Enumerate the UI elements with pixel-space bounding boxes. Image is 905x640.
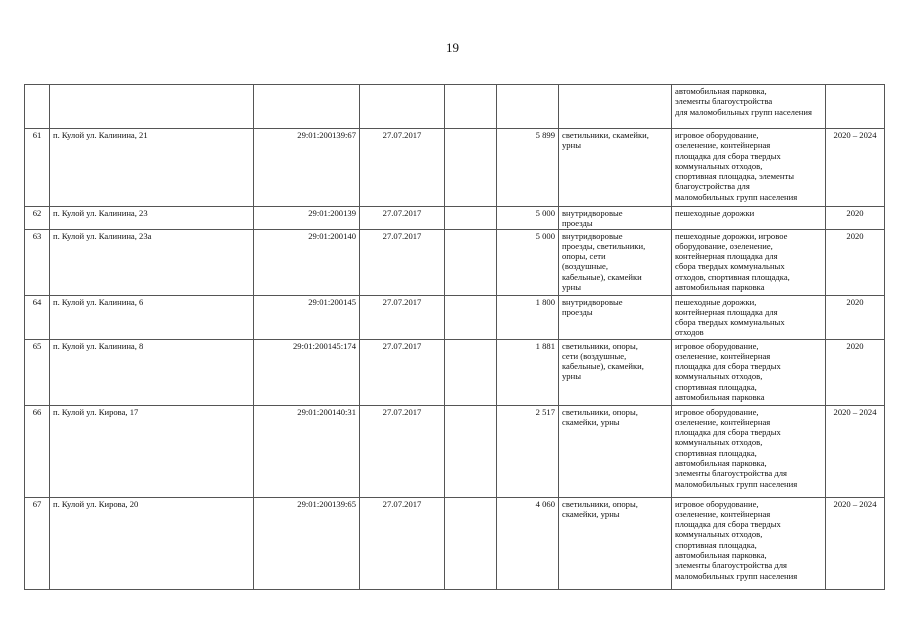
period-cell: 2020 [826, 339, 885, 405]
table-row [25, 129, 885, 207]
address-cell: п. Кулой ул. Калинина, 21 [50, 129, 254, 207]
cadastral-number-cell: 29:01:200139 [254, 207, 360, 230]
area-cell: 5 000 [497, 207, 559, 230]
table-row [25, 339, 885, 405]
empty-cell [445, 295, 497, 339]
row-number-cell: 61 [25, 129, 50, 207]
needed-items-cell: игровое оборудование, озеленение, контейнерная площадка для сбора твердых коммунальных отходов, спортивная площадка, автомобильная парковка, элементы благоустройства для маломобильных групп населения [672, 405, 826, 497]
empty-cell [445, 339, 497, 405]
area-cell: 1 881 [497, 339, 559, 405]
date-cell: 27.07.2017 [360, 405, 445, 497]
row-number-cell: 65 [25, 339, 50, 405]
table-row [25, 405, 885, 497]
address-cell: п. Кулой ул. Калинина, 8 [50, 339, 254, 405]
row-number-cell: 67 [25, 497, 50, 589]
row-number-cell: 62 [25, 207, 50, 230]
address-cell: п. Кулой ул. Кирова, 17 [50, 405, 254, 497]
table-row [25, 295, 885, 339]
page-number: 19 [446, 40, 459, 55]
improvement-table [24, 84, 885, 590]
empty-cell [445, 497, 497, 589]
table-row [25, 497, 885, 589]
cadastral-number-cell: 29:01:200140 [254, 229, 360, 295]
existing-items-cell: внутридворовые проезды, светильники, опоры, сети (воздушные, кабельные), скамейки урны [559, 229, 672, 295]
needed-items-cell: игровое оборудование, озеленение, контейнерная площадка для сбора твердых коммунальных отходов, спортивная площадка, элементы благоустройства для маломобильных групп населения [672, 129, 826, 207]
period-cell: 2020 [826, 295, 885, 339]
empty-cell [445, 229, 497, 295]
existing-items-cell: светильники, опоры, скамейки, урны [559, 497, 672, 589]
table-row [25, 207, 885, 230]
existing-items-cell: светильники, опоры, сети (воздушные, кабельные), скамейки, урны [559, 339, 672, 405]
empty-cell [445, 207, 497, 230]
date-cell: 27.07.2017 [360, 129, 445, 207]
needed-items-cell: игровое оборудование, озеленение, контейнерная площадка для сбора твердых коммунальных отходов, спортивная площадка, автомобильная парковка, элементы благоустройства для маломобильных групп населения [672, 497, 826, 589]
address-cell: п. Кулой ул. Калинина, 6 [50, 295, 254, 339]
needed-items-cell: автомобильная парковка, элементы благоустройства для маломобильных групп населения [672, 85, 826, 129]
needed-items-cell: пешеходные дорожки, игровое оборудование, озеленение, контейнерная площадка для сбора твердых коммунальных отходов, спортивная площадка, автомобильная парковка [672, 229, 826, 295]
needed-items-cell: пешеходные дорожки, контейнерная площадка для сбора твердых коммунальных отходов [672, 295, 826, 339]
empty-cell [445, 405, 497, 497]
existing-items-cell: внутридворовые проезды [559, 295, 672, 339]
cadastral-number-cell: 29:01:200145 [254, 295, 360, 339]
address-cell: п. Кулой ул. Калинина, 23а [50, 229, 254, 295]
date-cell: 27.07.2017 [360, 207, 445, 230]
address-cell: п. Кулой ул. Кирова, 20 [50, 497, 254, 589]
area-cell: 1 800 [497, 295, 559, 339]
area-cell: 5 899 [497, 129, 559, 207]
period-cell: 2020 [826, 207, 885, 230]
empty-cell [445, 129, 497, 207]
existing-items-cell: внутридворовые проезды [559, 207, 672, 230]
date-cell: 27.07.2017 [360, 497, 445, 589]
period-cell: 2020 – 2024 [826, 497, 885, 589]
cadastral-number-cell: 29:01:200139:67 [254, 129, 360, 207]
area-cell: 5 000 [497, 229, 559, 295]
existing-items-cell: светильники, опоры, скамейки, урны [559, 405, 672, 497]
period-cell: 2020 – 2024 [826, 405, 885, 497]
period-cell: 2020 [826, 229, 885, 295]
address-cell: п. Кулой ул. Калинина, 23 [50, 207, 254, 230]
needed-items-cell: пешеходные дорожки [672, 207, 826, 230]
existing-items-cell: светильники, скамейки, урны [559, 129, 672, 207]
area-cell: 2 517 [497, 405, 559, 497]
row-number-cell: 63 [25, 229, 50, 295]
date-cell: 27.07.2017 [360, 229, 445, 295]
date-cell: 27.07.2017 [360, 295, 445, 339]
cadastral-number-cell: 29:01:200139:65 [254, 497, 360, 589]
table-row [25, 229, 885, 295]
date-cell: 27.07.2017 [360, 339, 445, 405]
row-number-cell: 64 [25, 295, 50, 339]
period-cell: 2020 – 2024 [826, 129, 885, 207]
table-row-continuation [25, 85, 885, 129]
area-cell: 4 060 [497, 497, 559, 589]
needed-items-cell: игровое оборудование, озеленение, контейнерная площадка для сбора твердых коммунальных отходов, спортивная площадка, автомобильная парковка [672, 339, 826, 405]
cadastral-number-cell: 29:01:200140:31 [254, 405, 360, 497]
row-number-cell: 66 [25, 405, 50, 497]
cadastral-number-cell: 29:01:200145:174 [254, 339, 360, 405]
